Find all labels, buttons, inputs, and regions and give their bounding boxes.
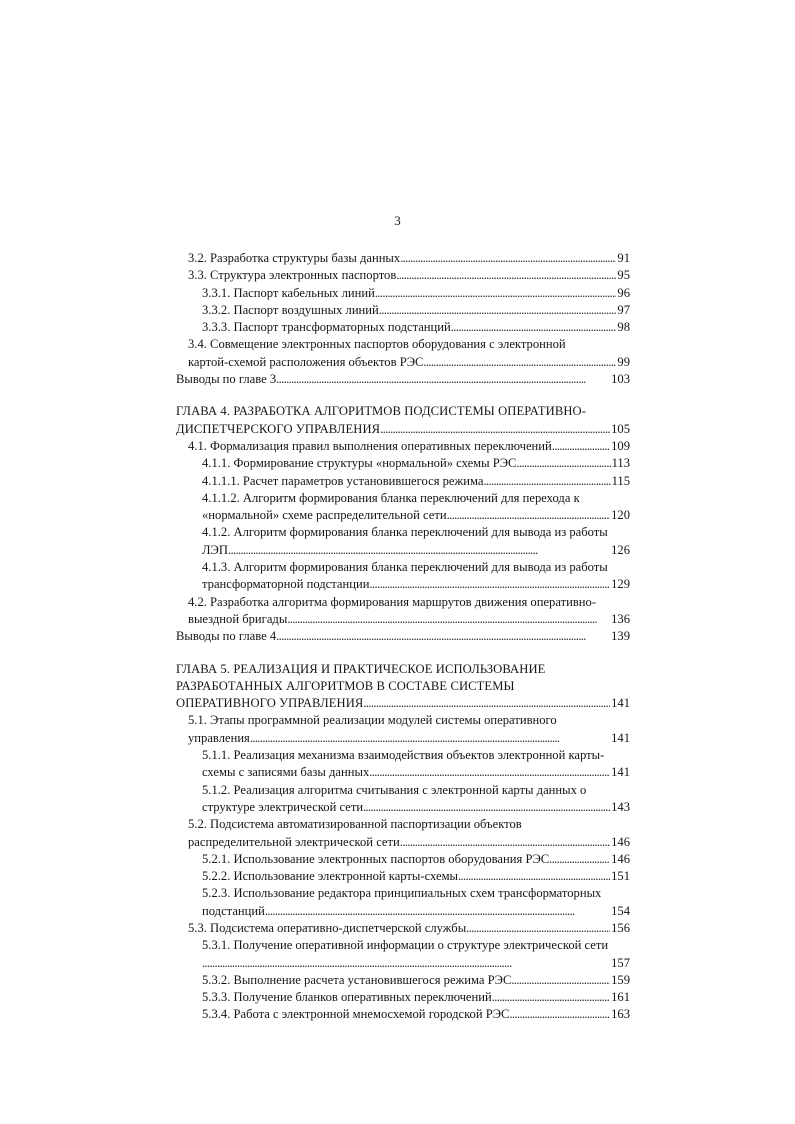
dot-leader [363, 695, 610, 712]
toc-page-number: 99 [617, 354, 630, 369]
toc-page-number: 103 [611, 372, 630, 387]
toc-entry-title-line: 4.2. Разработка алгоритма формирования маршрутов движения оперативно- [188, 594, 597, 609]
toc-chapter-entry[interactable] [170, 403, 630, 438]
dot-leader [516, 455, 610, 472]
dot-leader [287, 611, 610, 628]
toc-entry-last-line [202, 1006, 630, 1023]
dot-leader [276, 371, 610, 388]
toc-page-number: 109 [611, 438, 630, 453]
dot-leader [458, 868, 610, 885]
toc-entry[interactable] [170, 782, 630, 817]
toc-entry-title-line: 5.1.2. Реализация алгоритма считывания с электронной карты данных о [202, 782, 587, 797]
dot-leader [466, 920, 610, 937]
toc-entry[interactable] [170, 302, 630, 319]
toc-entry[interactable] [170, 267, 630, 284]
toc-page-number: 95 [617, 268, 630, 283]
toc-entry-title-line: подстанций [202, 903, 265, 918]
toc-entry-last-line [202, 576, 630, 593]
toc-entry-last-line [202, 989, 630, 1006]
toc-entry-last-line [176, 421, 630, 438]
table-of-contents [170, 250, 630, 1024]
toc-entry-last-line [188, 834, 630, 851]
toc-entry[interactable] [170, 285, 630, 302]
dot-leader [483, 473, 610, 490]
dot-leader [363, 799, 610, 816]
toc-entry-last-line [188, 354, 630, 371]
toc-entry-title-line: выездной бригады [188, 611, 288, 626]
toc-entry[interactable] [170, 885, 630, 920]
dot-leader [265, 903, 610, 920]
toc-entry-last-line [188, 267, 630, 284]
toc-entry[interactable] [170, 455, 630, 472]
toc-entry-title-line: ГЛАВА 4. РАЗРАБОТКА АЛГОРИТМОВ ПОДСИСТЕМЫ ОПЕРАТИВНО- [176, 404, 587, 419]
toc-entry-last-line [202, 851, 630, 868]
toc-entry-title-line: трансформаторной подстанции [202, 577, 370, 592]
toc-entry[interactable] [170, 868, 630, 885]
toc-entry-last-line [202, 319, 630, 336]
toc-entry-last-line [202, 955, 630, 972]
toc-entry[interactable] [170, 490, 630, 525]
toc-page-number: 163 [611, 1007, 630, 1022]
dot-leader [423, 354, 616, 371]
toc-entry-title-line: 5.1. Этапы программной реализации модулей системы оперативного [188, 713, 557, 728]
toc-entry-last-line [188, 438, 630, 455]
dot-leader [375, 285, 617, 302]
dot-leader [400, 834, 610, 851]
dot-leader [451, 319, 617, 336]
toc-entry[interactable] [170, 319, 630, 336]
dot-leader [276, 628, 610, 645]
toc-entry-title-line: управления [188, 730, 250, 745]
toc-entry-last-line [202, 285, 630, 302]
toc-entry-last-line [176, 371, 630, 388]
toc-entry-last-line [188, 920, 630, 937]
toc-entry[interactable] [170, 524, 630, 559]
toc-page-number: 126 [611, 542, 630, 557]
dot-leader [552, 438, 610, 455]
toc-entry-title-line: 5.3. Подсистема оперативно-диспетчерской службы [188, 920, 467, 935]
toc-entry-title-line: РАЗРАБОТАННЫХ АЛГОРИТМОВ В СОСТАВЕ СИСТЕМЫ [176, 678, 515, 693]
toc-entry-title-line: Выводы по главе 3 [176, 372, 277, 387]
toc-entry-title-line: 5.3.2. Выполнение расчета установившегося режима РЭС [202, 972, 512, 987]
toc-page-number: 120 [611, 508, 630, 523]
toc-entry-last-line [202, 507, 630, 524]
toc-entry-title-line: 4.1. Формализация правил выполнения оперативных переключений [188, 438, 552, 453]
dot-leader [396, 267, 616, 284]
dot-leader [369, 576, 610, 593]
toc-entry[interactable] [170, 628, 630, 645]
toc-entry-title-line: 4.1.3. Алгоритм формирования бланка переключений для вывода из работы [202, 560, 608, 575]
toc-page-number: 141 [611, 765, 630, 780]
toc-entry[interactable] [170, 438, 630, 455]
toc-entry-title-line: 5.2.2. Использование электронной карты-схемы [202, 869, 459, 884]
toc-entry-last-line [202, 764, 630, 781]
toc-entry[interactable] [170, 371, 630, 388]
toc-entry-title-line: 3.2. Разработка структуры базы данных [188, 251, 401, 265]
toc-entry[interactable] [170, 972, 630, 989]
dot-leader [228, 542, 610, 559]
dot-leader [202, 955, 610, 972]
toc-entry[interactable] [170, 920, 630, 937]
toc-entry-title-line: «нормальной» схеме распределительной сети [202, 508, 447, 523]
toc-entry[interactable] [170, 336, 630, 371]
dot-leader [400, 250, 616, 267]
toc-entry-title-line: 5.2. Подсистема автоматизированной паспортизации объектов [188, 817, 522, 832]
toc-page-number: 154 [611, 903, 630, 918]
toc-entry-last-line [202, 799, 630, 816]
dot-leader [250, 730, 610, 747]
toc-entry[interactable] [170, 712, 630, 747]
toc-entry[interactable] [170, 989, 630, 1006]
toc-entry-last-line [188, 250, 630, 267]
toc-page-number: 159 [611, 972, 630, 987]
toc-entry-title-line: 5.3.4. Работа с электронной мнемосхемой городской РЭС [202, 1007, 510, 1022]
toc-entry-last-line [202, 903, 630, 920]
toc-entry-title-line: 5.2.3. Использование редактора принципиальных схем трансформаторных [202, 886, 602, 901]
toc-entry[interactable] [170, 473, 630, 490]
toc-entry-title-line: ГЛАВА 5. РЕАЛИЗАЦИЯ И ПРАКТИЧЕСКОЕ ИСПОЛЬЗОВАНИЕ [176, 661, 546, 676]
toc-entry-title-line: распределительной электрической сети [188, 834, 400, 849]
toc-page-number: 156 [611, 920, 630, 935]
toc-entry-last-line [202, 455, 630, 472]
dot-leader [380, 421, 610, 438]
toc-entry-last-line [202, 868, 630, 885]
toc-page-number: 113 [611, 456, 630, 471]
toc-entry-last-line [188, 611, 630, 628]
toc-entry[interactable] [170, 816, 630, 851]
toc-entry[interactable] [170, 250, 630, 267]
toc-entry[interactable] [170, 851, 630, 868]
dot-leader [379, 302, 617, 319]
toc-entry-title-line: 5.1.1. Реализация механизма взаимодействия объектов электронной карты- [202, 748, 605, 763]
toc-entry-title-line: ОПЕРАТИВНОГО УПРАВЛЕНИЯ [176, 696, 364, 711]
toc-entry-title-line: 3.4. Совмещение электронных паспортов оборудования с электронной [188, 337, 566, 352]
toc-entry-title-line: 3.3. Структура электронных паспортов [188, 268, 397, 283]
toc-entry[interactable] [170, 937, 630, 972]
toc-entry-last-line [202, 542, 630, 559]
toc-page-number: 146 [611, 834, 630, 849]
toc-entry-title-line: 4.1.1. Формирование структуры «нормальной» схемы РЭС [202, 456, 517, 471]
toc-page-number: 98 [617, 320, 630, 335]
dot-leader [511, 972, 610, 989]
toc-entry[interactable] [170, 747, 630, 782]
toc-entry-title-line: Выводы по главе 4 [176, 629, 277, 644]
toc-entry-title-line: ДИСПЕТЧЕРСКОГО УПРАВЛЕНИЯ [176, 421, 381, 436]
toc-page-number: 141 [611, 696, 630, 711]
toc-entry-title-line: схемы с записями базы данных [202, 765, 370, 780]
toc-page-number: 96 [617, 285, 630, 300]
toc-page-number: 115 [611, 473, 630, 488]
toc-page-number: 141 [611, 730, 630, 745]
toc-page-number: 161 [611, 990, 630, 1005]
dot-leader [509, 1006, 610, 1023]
toc-entry-title-line: 5.2.1. Использование электронных паспортов оборудования РЭС [202, 851, 550, 866]
toc-page-number: 146 [611, 851, 630, 866]
toc-entry-title-line: 4.1.1.1. Расчет параметров установившегося режима [202, 473, 484, 488]
toc-page-number: 97 [617, 302, 630, 317]
dot-leader [549, 851, 610, 868]
toc-entry[interactable] [170, 1006, 630, 1023]
toc-entry-last-line [176, 628, 630, 645]
toc-entry-title-line: ЛЭП [202, 542, 228, 557]
toc-page-number: 91 [617, 251, 630, 265]
toc-page-number: 136 [611, 611, 630, 626]
toc-entry-last-line [202, 972, 630, 989]
toc-entry-title-line: 4.1.2. Алгоритм формирования бланка переключений для вывода из работы [202, 525, 608, 540]
toc-entry[interactable] [170, 594, 630, 629]
toc-entry-title-line: 5.3.1. Получение оперативной информации о структуре электрической сети [202, 938, 609, 953]
toc-entry-last-line [188, 730, 630, 747]
toc-page-number: 151 [611, 869, 630, 884]
dot-leader [447, 507, 611, 524]
toc-entry-last-line [176, 695, 630, 712]
toc-entry-title-line: 3.3.1. Паспорт кабельных линий [202, 285, 375, 300]
toc-entry-title-line: 5.3.3. Получение бланков оперативных переключений [202, 990, 492, 1005]
toc-page-number: 157 [611, 955, 630, 970]
toc-entry-last-line [202, 302, 630, 319]
toc-entry-title-line: 3.3.3. Паспорт трансформаторных подстанций [202, 320, 451, 335]
toc-entry[interactable] [170, 559, 630, 594]
page-number: 3 [394, 213, 401, 228]
toc-entry-last-line [202, 473, 630, 490]
toc-page-number: 139 [611, 629, 630, 644]
toc-chapter-entry[interactable] [170, 661, 630, 713]
dot-leader [369, 764, 610, 781]
toc-entry-title-line: структуре электрической сети [202, 799, 364, 814]
toc-entry-title-line: 4.1.1.2. Алгоритм формирования бланка переключений для перехода к [202, 490, 580, 505]
dot-leader [492, 989, 610, 1006]
toc-page-number: 143 [611, 799, 630, 814]
toc-page-number: 129 [611, 577, 630, 592]
toc-page-number: 105 [611, 421, 630, 436]
toc-entry-title-line: 3.3.2. Паспорт воздушных линий [202, 302, 379, 317]
toc-entry-title-line: картой-схемой расположения объектов РЭС [188, 354, 424, 369]
